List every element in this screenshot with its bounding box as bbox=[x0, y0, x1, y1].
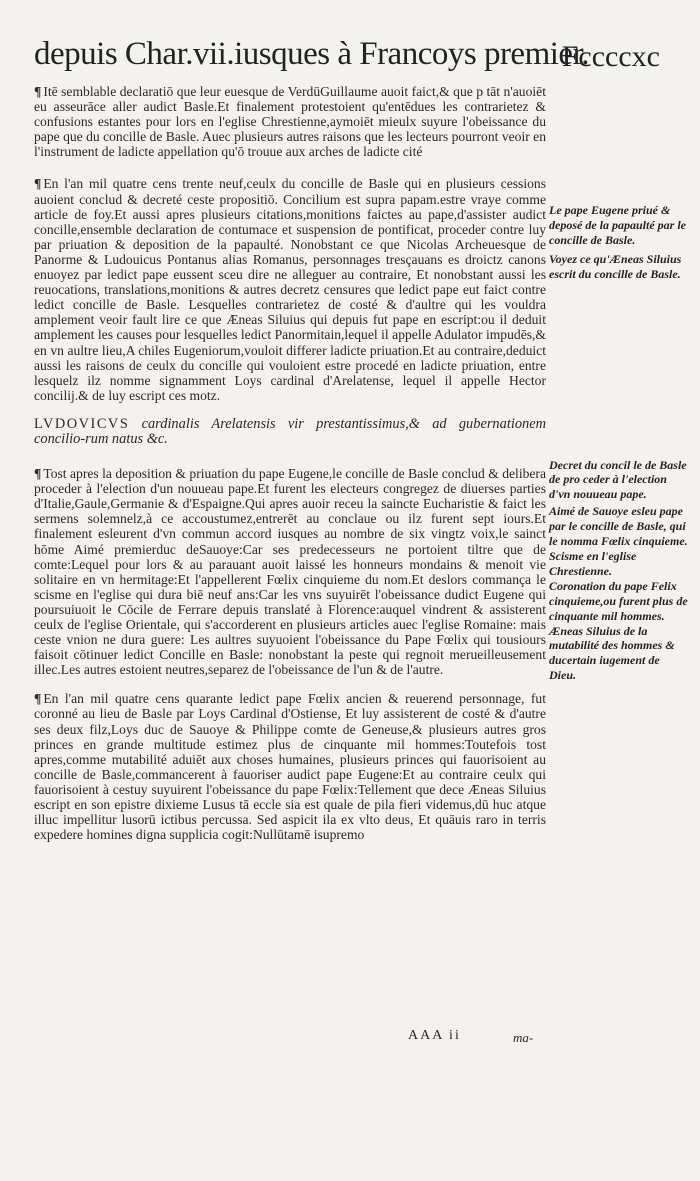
signature-mark: AAA ii bbox=[408, 1028, 461, 1043]
margin-note-4: Aimé de Sauoye esleu pape par le concille de Basle, qui le nomma Fœlix cinquieme. bbox=[549, 504, 688, 549]
margin-note-1: Le pape Eugene priué & deposé de la papaulté par le concille de Basle. bbox=[549, 203, 686, 247]
paragraph-1-text: Itē semblable declaratiō que leur euesque de VerdūGuillaume auoit faict,& que p tāt n'auoiēt eu asseurāce aller audict Basle.Et finalement protestoient qu'entēdues les contrarietez & confusions estantes pour lors en l'eglise Chrestienne,aymoiēt mieulx suyure l'obeissance du pape que du concille de Basle. Auec plusieurs autres raisons que les lecteurs pourront veoir en l'instrument de ladicte appellation qu'ō trouue aux arches de ladicte cité bbox=[34, 84, 546, 160]
pilcrow-mark: ¶ bbox=[34, 176, 42, 192]
running-title: depuis Char.vii.iusques à Francoys premier. bbox=[34, 36, 589, 72]
folio-number: Fccccxc bbox=[561, 40, 660, 73]
paragraph-3 bbox=[34, 466, 546, 677]
margin-note-7: Æneas Siluius de la mutabilité des hommes & ducertain iugement de Dieu. bbox=[549, 623, 675, 683]
paragraph-4-text: En l'an mil quatre cens quarante ledict pape Fœlix ancien & reuerend personnage, fut coronné au lieu de Basle par Loys Cardinal d'Ostiense, Et luy assisterent de costé & d'autre ses deux filz,Loys duc de Sauoye & Philippe comte de Geneuse,& plusieurs autres gros princes en grande multitude estimez plus de cinquante mil hommes:Toutefois tost apres,comme mutabilité aduiēt aux choses humaines, plusieurs princes qui fauorisoient au concille de Basle,commancerent à fauoriser audict pape Eugene:Et au contraire ceulx qui fauorisoient à cestuy suyuirent l'obeissance du pape Fœlix:Tellement que dece Æneas Siluius escript en son epistre dixieme Lusus tā eccle sia est quale de pila fieri videmus,dū huc atque illuc impellitur lusorū ictibus percussa. Sed aspicit ila ex vlto deus, Et quāuis raro in terris expedere homines digna supplicia cogit:Nullūtamē isupremo bbox=[34, 691, 546, 843]
pilcrow-mark: ¶ bbox=[34, 466, 42, 482]
margin-note-2: Voyez ce qu'Æneas Siluius escrit du concille de Basle. bbox=[549, 251, 682, 281]
paragraph-4 bbox=[34, 691, 546, 842]
paragraph-1 bbox=[34, 84, 546, 159]
paragraph-2-text: En l'an mil quatre cens trente neuf,ceulx du concille de Basle qui en plusieurs cessions auoient conclud & decreté ceste propositiō. Concilium est supra papam.estre vraye comme article de foy.Et aussi apres plusieurs citations,monitions faictes au pape,d'assister audict concille,ensemble declaration de contumace et suspension de pontificat, proceder contre luy par priuation & deposition de la papaulté. Nonobstant ce que Nicolas Archeuesque de Panorme & Ludouicus Pontanus alias Romanus, personnages tresçauans es droictz canons enuoyez par ledict pape eussent sceu dire ne alleguer au contraire, Et nonobstant aussi les reuocations, translations,monitions & autres decretz censures que ledict pape eut faict contre ledict concille de Basle. Lesquelles contrarietez de costé & d'aultre qui les vouldra amplement veoir fault lire ce que Æneas Siluius qui depuis fut pape en escript:ou il deduit amplement les causes pour lesquelles ledict Panormitain,lequel il appelle Adulator impudēs,& en vn aultre lieu,A chiles Eugeniorum,vouloit differer ladicte priuation.Et au contraire,deduict aussi les raisons de ceulx du concille qui vouloient estre procedé en ladicte priuation, entre lesquelz ilz nomme signamment Loys cardinal d'Arelatense, lequel il appelle Hector concilij.& de luy escript ces motz. bbox=[34, 176, 546, 403]
catchword: ma- bbox=[513, 1030, 534, 1045]
margin-note-5: Scisme en l'eglise Chrestienne. bbox=[549, 548, 637, 578]
quotation-lead: LVDOVICVS bbox=[34, 415, 130, 432]
page-header bbox=[0, 36, 700, 84]
main-text-column bbox=[34, 84, 546, 842]
paragraph-2 bbox=[34, 176, 546, 402]
paragraph-3-text: Tost apres la deposition & priuation du pape Eugene,le concille de Basle conclud & delibera proceder à l'election d'un nouueau pape.Et furent les electeurs congregez de diuerses parties d'Italie,Gaule,Germanie & d'Espaigne.Qui apres auoir receu la saincte Eucharistie & faict les sermens solemnelz,à ce accoustumez,entrerēt au conclaue ou ilz furent sept iours.Et finalement esleurent d'vn commun accord iusques au nombre de six vingtz voix,le sainct hōme Aimé premierduc deSauoye:Car ses predecesseurs ne portoient tiltre que de comte:Lequel pour lors & au parauant auoit laissé les honneurs mondains & menoit vie solitaire en vn hermitage:Et l'appellerent Fœlix cinquieme du nom.Et deslors commança le scisme en l'eglise qui dura biē neuf ans:Car les vns suyuirēt l'obeissance dudict Eugene qui poursuiuoit le Cōcile de Ferrare depuis translaté à Florence:auquel vindrent & assisterent ceulx de l'eglise Orientale, qui s'accorderent en plusieurs articles auec l'eglise Romaine: mais ceste vnion ne dura guere: Les aultres suyuoient l'obeissance du Pape Fœlix qui tousiours faisoit cōtinuer ledict Concille en Basle: nonobstant la peste qui regnoit merueilleusement illec.Les autres estoient neutres,separez de l'obeissance de l'un & de l'autre. bbox=[34, 466, 546, 678]
marginal-notes bbox=[549, 203, 689, 683]
latin-quotation bbox=[34, 417, 546, 448]
margin-note-6: Coronation du pape Felix cinquieme,ou furent plus de cinquante mil hommes. bbox=[549, 578, 688, 623]
pilcrow-mark: ¶ bbox=[34, 691, 42, 707]
margin-note-3: Decret du concil le de Basle de pro ceder à l'election d'vn nouueau pape. bbox=[549, 457, 687, 502]
quotation-text: cardinalis Arelatensis vir prestantissimus,& ad gubernationem concilio-rum natus &c. bbox=[34, 415, 546, 448]
pilcrow-mark: ¶ bbox=[34, 84, 42, 99]
